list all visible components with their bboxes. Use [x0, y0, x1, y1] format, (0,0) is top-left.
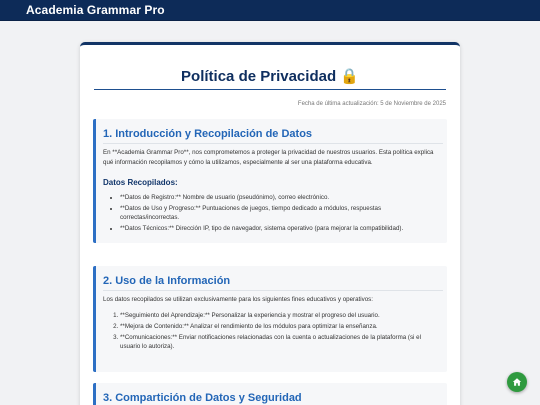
list-item: 3. **Comunicaciones:** Enviar notificaciones relacionadas con la cuenta o actualizaciones de la plataforma (si el usuario lo autoriza). [120, 333, 439, 352]
list-item: • **Datos de Registro:** Nombre de usuario (pseudónimo), correo electrónico. [120, 193, 439, 203]
usage-purposes-list [103, 311, 439, 353]
section-use-of-information [93, 266, 447, 372]
section-divider [103, 290, 443, 291]
section-introduction [93, 119, 447, 243]
collected-data-list [103, 193, 439, 235]
section-intro-text: Los datos recopilados se utilizan exclusivamente para los siguientes fines educativos y operativos: [103, 296, 373, 303]
home-button[interactable] [507, 372, 527, 392]
section-divider [103, 143, 443, 144]
section-subtitle: Datos Recopilados: [103, 178, 178, 187]
section-title: 1. Introducción y Recopilación de Datos [103, 128, 313, 140]
list-item: 1. **Seguimiento del Aprendizaje:** Personalizar la experiencia y mostrar el progreso del usuario. [120, 311, 439, 321]
section-title: 3. Compartición de Datos y Seguridad [103, 392, 302, 404]
title-divider [94, 89, 446, 90]
section-data-sharing [93, 383, 447, 405]
list-item: • **Datos Técnicos:** Dirección IP, tipo de navegador, sistema operativo (para mejorar la compatibilidad). [120, 224, 439, 234]
last-updated-date: Fecha de última actualización: 5 de Noviembre de 2025 [297, 101, 446, 107]
brand-logo-text[interactable]: Academia Grammar Pro [26, 3, 165, 17]
page-title: Política de Privacidad 🔒 [181, 68, 359, 85]
top-navbar [0, 0, 540, 21]
policy-card [80, 42, 460, 405]
section-title: 2. Uso de la Información [103, 275, 231, 287]
section-intro-text: En **Academia Grammar Pro**, nos comprometemos a proteger la privacidad de nuestros usuarios. Esta política explica qué información recopilamos y cómo la utilizamos, especialmente al ser una plataforma educativa. [103, 149, 434, 166]
home-icon [512, 377, 522, 387]
list-item: • **Datos de Uso y Progreso:** Puntuaciones de juegos, tiempo dedicado a módulos, respuestas correctas/incorrectas. [120, 204, 439, 223]
list-item: 2. **Mejora de Contenido:** Analizar el rendimiento de los módulos para optimizar la enseñanza. [120, 322, 439, 332]
